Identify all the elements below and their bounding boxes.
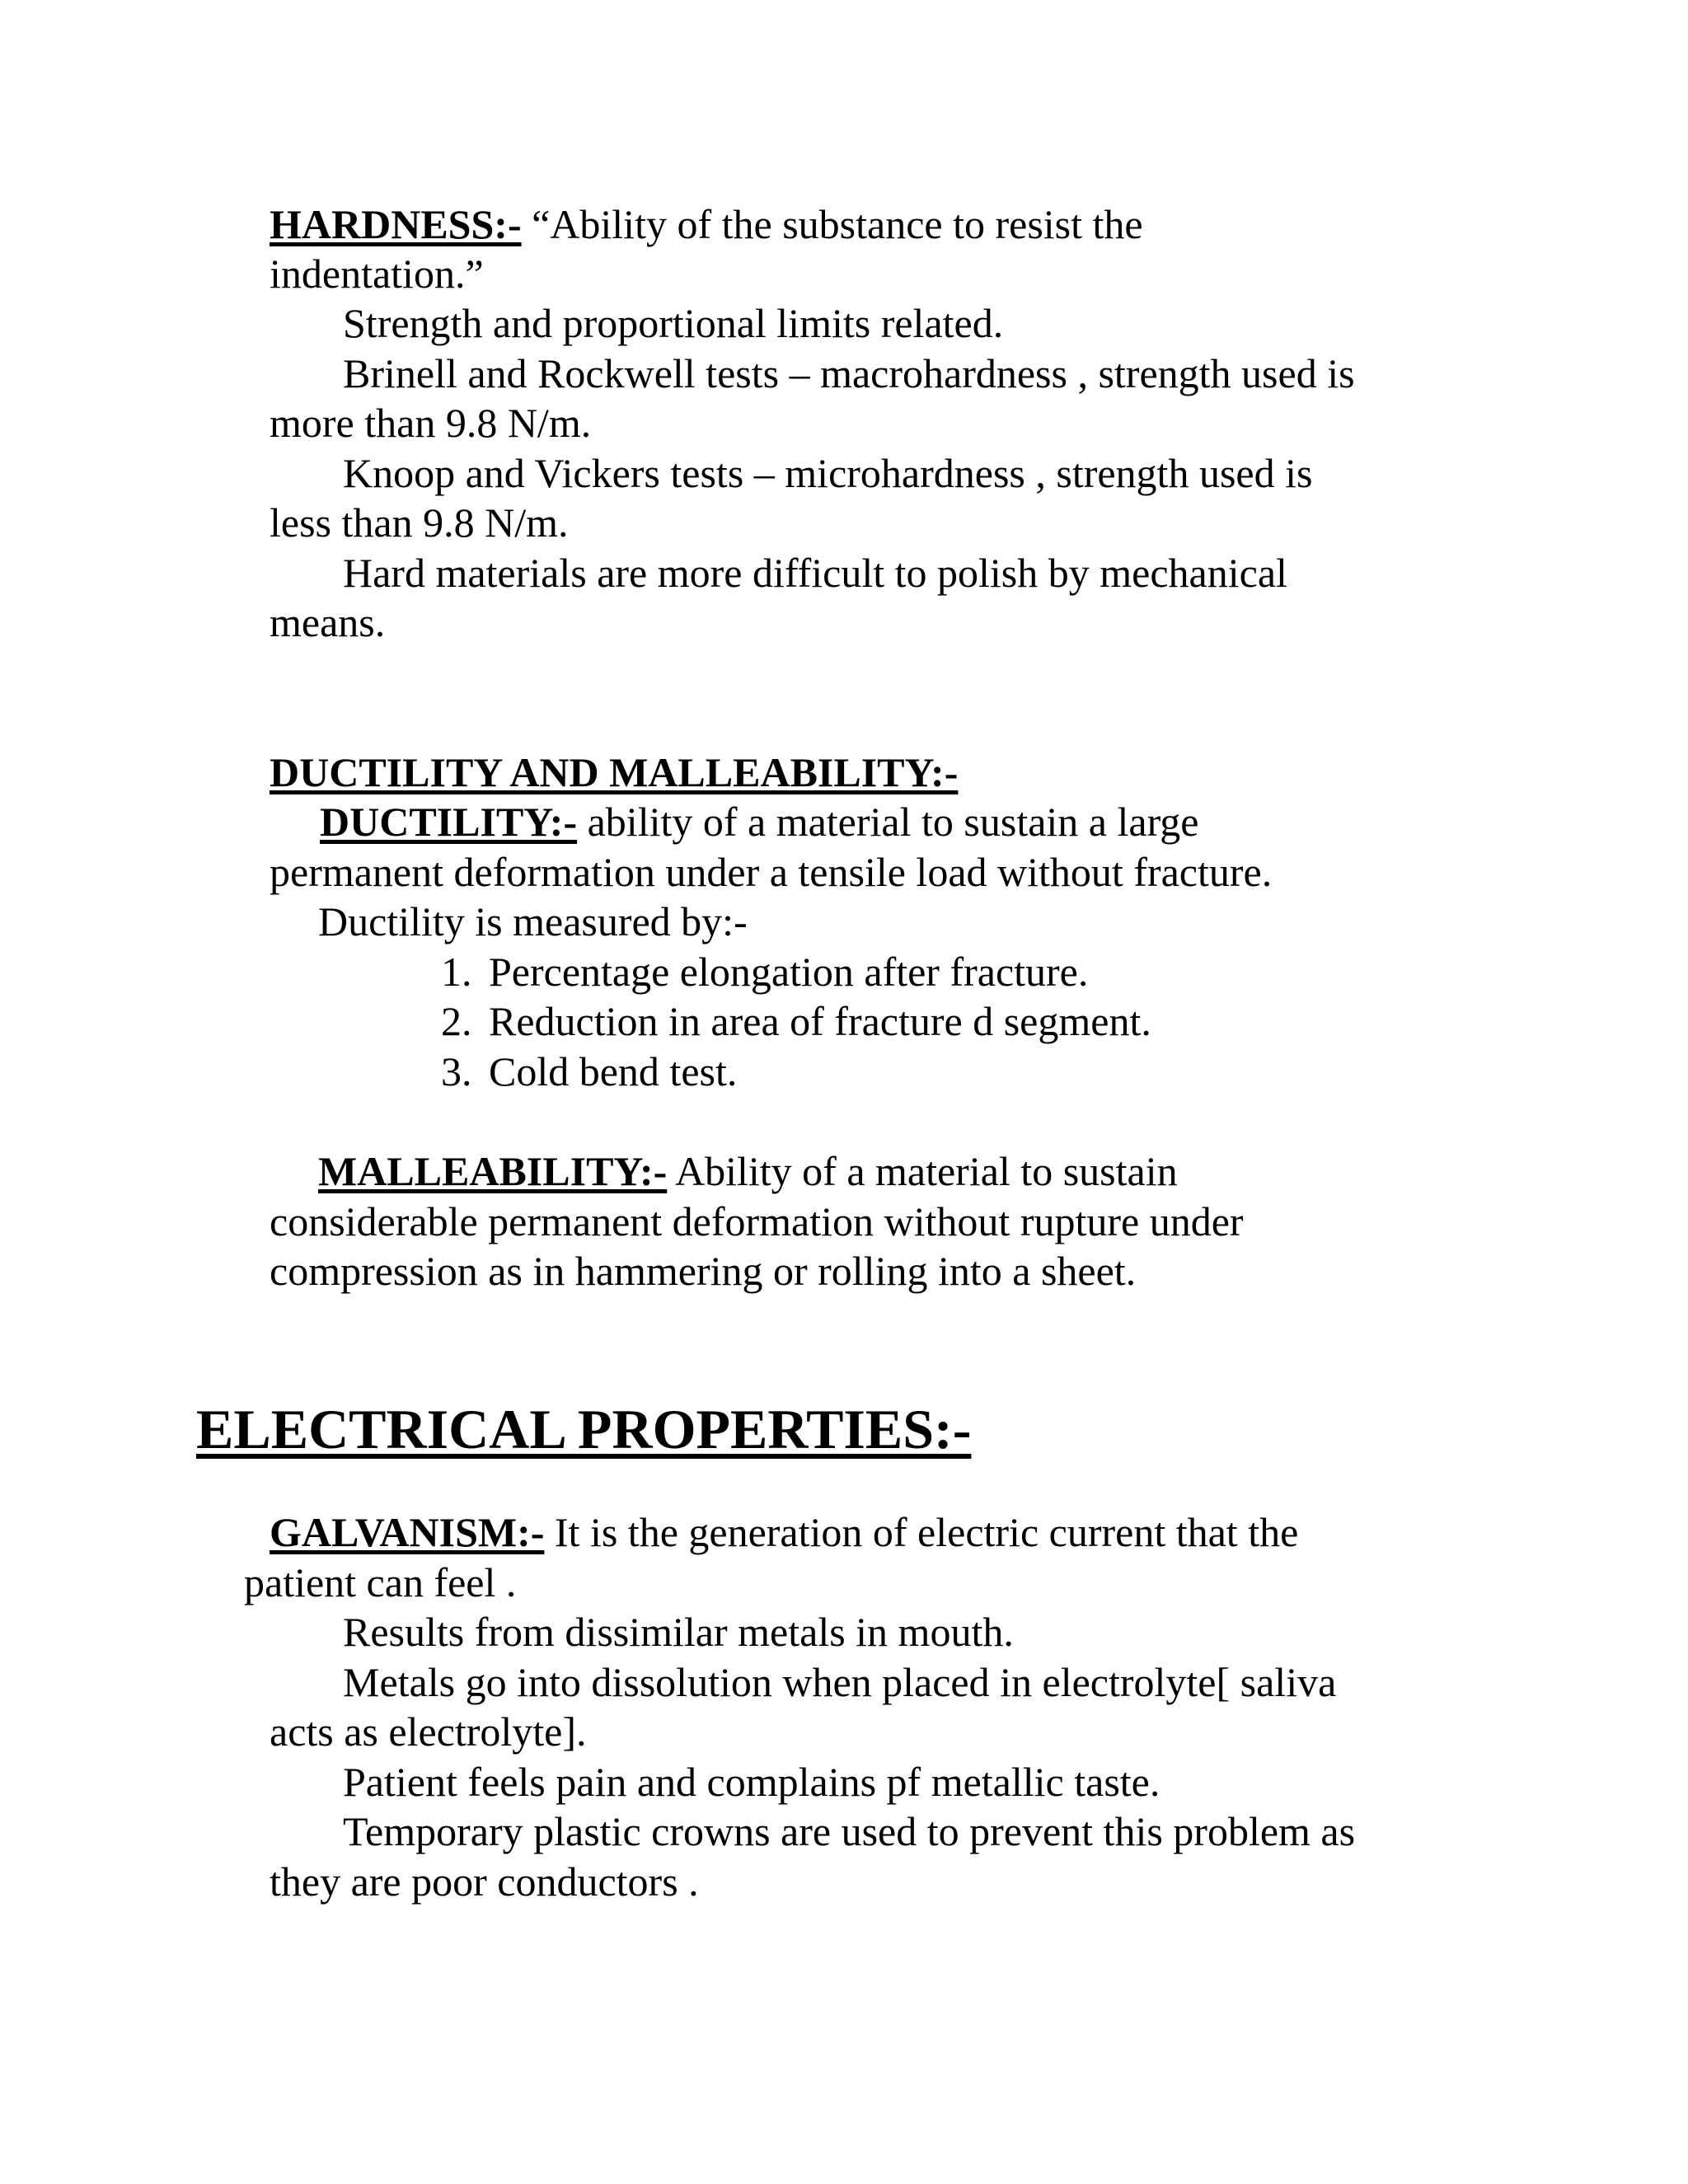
malleability-text: Ability of a material to sustain (675, 1148, 1178, 1194)
galvanism-line: acts as electrolyte]. (270, 1708, 587, 1755)
galvanism-line: Results from dissimilar metals in mouth. (343, 1609, 1014, 1655)
galvanism-heading: GALVANISM:- (270, 1509, 545, 1555)
malleability-line: considerable permanent deformation without rupture under (270, 1198, 1244, 1244)
ductility-malleability-heading: DUCTILITY AND MALLEABILITY:- (270, 749, 959, 795)
hardness-line: Knoop and Vickers tests – microhardness , strength used is (343, 450, 1313, 496)
galvanism-line: Temporary plastic crowns are used to prevent this problem as (343, 1808, 1356, 1854)
hardness-definition-line (270, 199, 1143, 249)
galvanism-line: Patient feels pain and complains pf metallic taste. (343, 1759, 1160, 1805)
malleability-heading: MALLEABILITY:- (318, 1148, 668, 1194)
hardness-line: less than 9.8 N/m. (270, 499, 569, 546)
hardness-line: Hard materials are more difficult to polish by mechanical (343, 550, 1287, 596)
galvanism-text: It is the generation of electric current that the (554, 1509, 1299, 1555)
hardness-text: “Ability of the substance to resist the (532, 201, 1143, 247)
list-item: 1. Percentage elongation after fracture. (441, 949, 1089, 995)
hardness-line: Strength and proportional limits related. (343, 300, 1004, 346)
malleability-line: compression as in hammering or rolling into a sheet. (270, 1248, 1137, 1294)
hardness-heading: HARDNESS:- (270, 201, 522, 247)
hardness-line: means. (270, 599, 386, 645)
hardness-line: more than 9.8 N/m. (270, 400, 592, 446)
section-title: ELECTRICAL PROPERTIES:- (196, 1398, 972, 1460)
galvanism-line: they are poor conductors . (270, 1858, 699, 1905)
ductility-heading: DUCTILITY:- (320, 799, 578, 845)
hardness-line: indentation.” (270, 251, 484, 297)
ductility-definition-line (320, 797, 1199, 846)
ductility-line: permanent deformation under a tensile load without fracture. (270, 849, 1273, 895)
list-item: 2. Reduction in area of fracture d segment. (441, 998, 1151, 1044)
ductility-line: Ductility is measured by:- (318, 898, 748, 944)
malleability-definition-line (318, 1146, 1178, 1196)
galvanism-line: patient can feel . (244, 1559, 517, 1605)
list-item: 3. Cold bend test. (441, 1048, 738, 1094)
galvanism-line: Metals go into dissolution when placed in electrolyte[ saliva (343, 1659, 1337, 1705)
hardness-line: Brinell and Rockwell tests – macrohardness , strength used is (343, 350, 1355, 396)
ductility-text: ability of a material to sustain a large (587, 799, 1199, 845)
galvanism-definition-line (270, 1507, 1298, 1557)
